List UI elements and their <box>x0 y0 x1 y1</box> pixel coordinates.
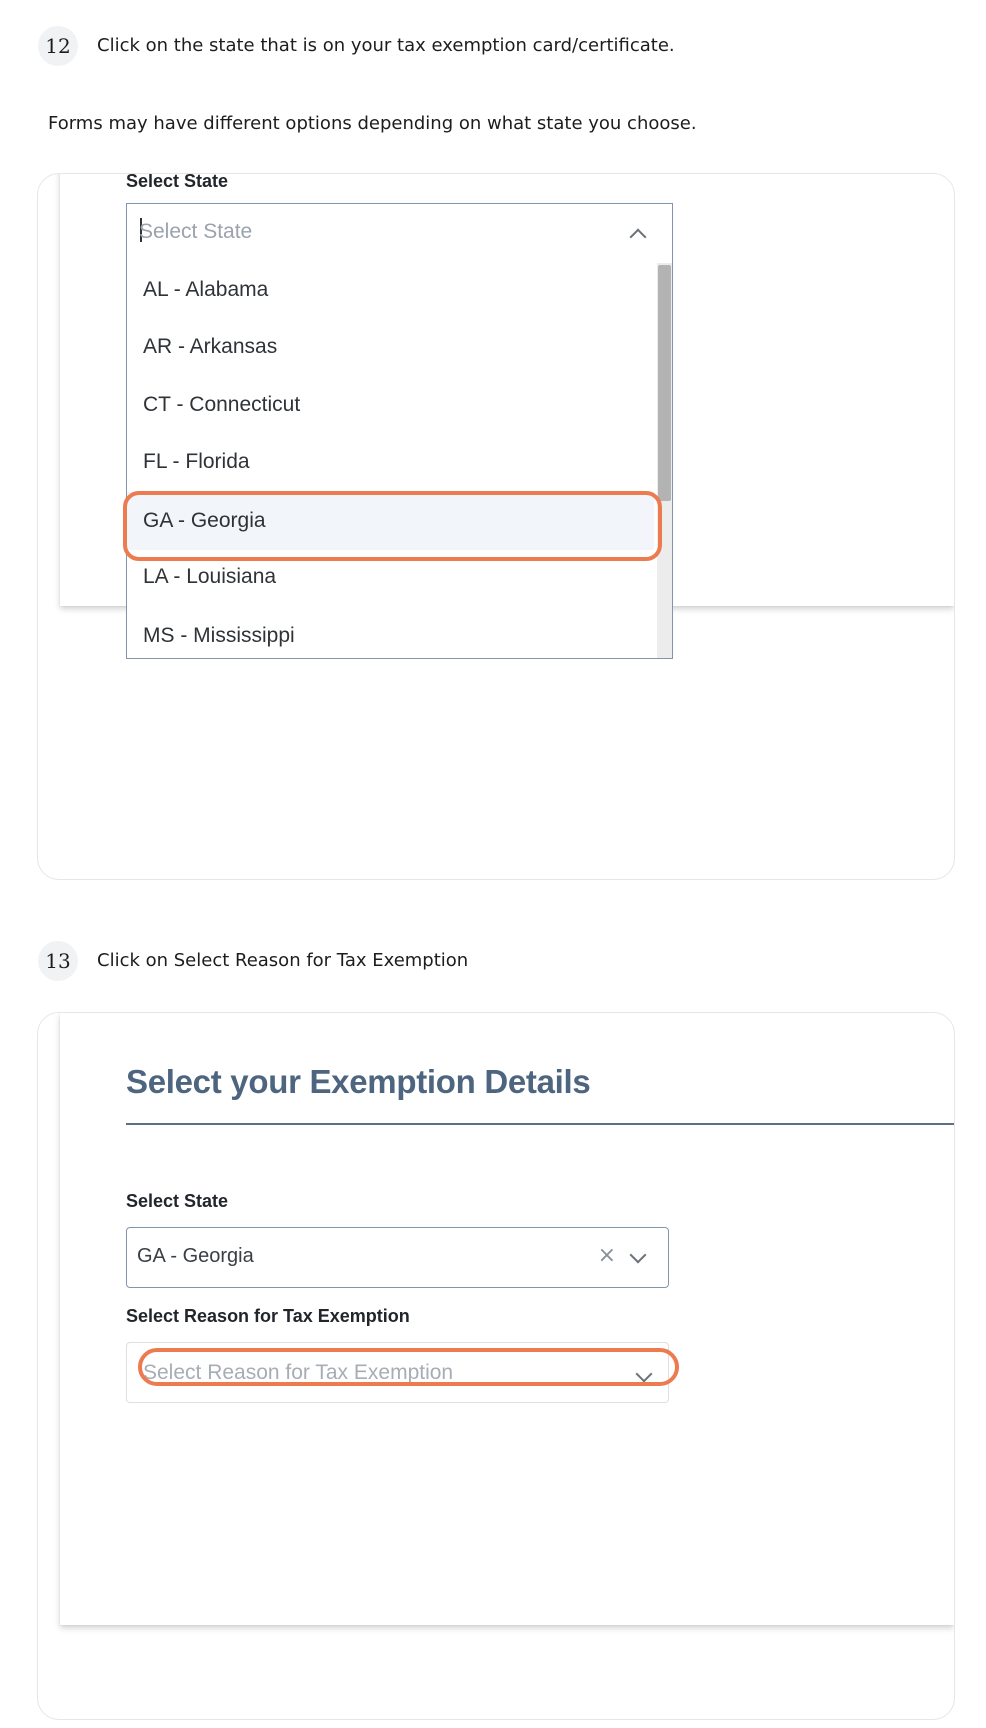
step-number-12: 12 <box>38 26 78 66</box>
options-scrollbar[interactable] <box>657 263 672 658</box>
option-fl[interactable]: FL - Florida <box>143 450 250 473</box>
option-ms[interactable]: MS - Mississippi <box>143 624 295 647</box>
scrollbar-thumb[interactable] <box>658 265 671 501</box>
state-select-placeholder: Select State <box>139 220 253 243</box>
state-select-value: GA - Georgia <box>137 1245 254 1267</box>
option-la[interactable]: LA - Louisiana <box>143 565 277 588</box>
reason-label: Select Reason for Tax Exemption <box>126 1306 410 1326</box>
state-select-input[interactable] <box>126 1227 669 1288</box>
option-ct[interactable]: CT - Connecticut <box>143 393 301 416</box>
title-divider <box>126 1123 955 1125</box>
step-number-13: 13 <box>38 941 78 981</box>
reason-select-placeholder: Select Reason for Tax Exemption <box>143 1361 454 1384</box>
chevron-up-icon[interactable] <box>630 229 647 246</box>
option-al[interactable]: AL - Alabama <box>143 278 269 301</box>
state-select-input[interactable] <box>126 203 673 264</box>
chevron-down-icon[interactable] <box>630 1247 647 1264</box>
step-12-instruction: Click on the state that is on your tax exemption card/certificate. <box>97 35 675 56</box>
step-12-note: Forms may have different options depending on what state you choose. <box>48 113 697 134</box>
step-13-screenshot <box>37 1012 955 1720</box>
select-state-label: Select State <box>126 173 229 191</box>
option-ga[interactable]: GA - Georgia <box>127 492 654 550</box>
option-ar[interactable]: AR - Arkansas <box>143 335 278 358</box>
state-options-list[interactable] <box>126 263 673 659</box>
step-12-screenshot <box>37 173 955 880</box>
highlight-reason <box>138 1348 679 1386</box>
section-title: Select your Exemption Details <box>126 1063 591 1100</box>
highlight-georgia <box>123 491 662 561</box>
close-icon[interactable]: × <box>597 1243 616 1268</box>
select-state-label: Select State <box>126 1191 229 1211</box>
step-13-instruction: Click on Select Reason for Tax Exemption <box>97 950 469 971</box>
